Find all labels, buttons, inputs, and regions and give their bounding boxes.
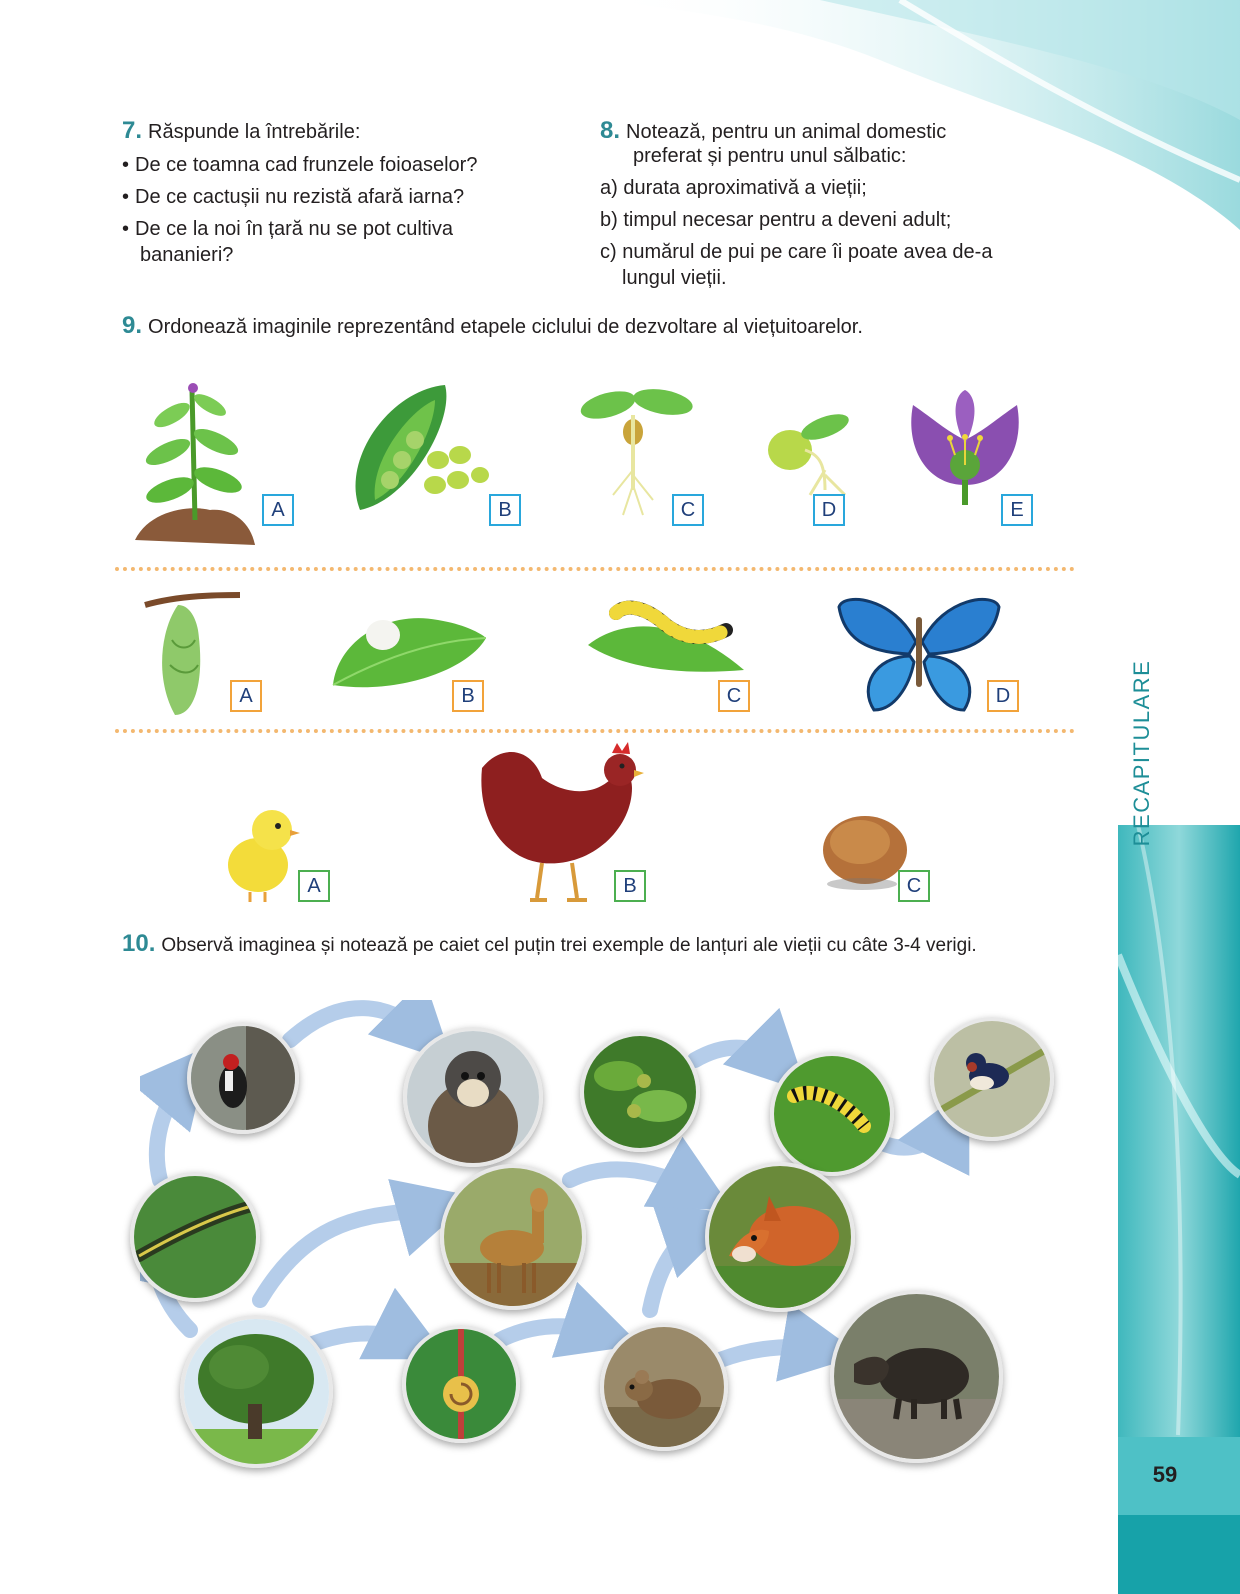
pea-pod-icon [340,380,490,520]
caterpillar-photo [770,1052,894,1176]
oak-leaves-photo [580,1032,700,1152]
swallow-photo [930,1017,1054,1141]
dotted-divider [115,729,1075,733]
sidebar-section-title: RECAPITULARE [1129,659,1154,847]
woodpecker-photo [187,1022,299,1134]
chicken-stage-label: B [614,870,646,902]
egg-on-leaf-icon [328,600,488,690]
fox-photo [705,1162,855,1312]
question-8-item-continuation: lungul vieții. [622,267,727,289]
snail-photo [402,1325,520,1443]
green-caterpillar-photo [130,1172,260,1302]
butterfly-icon [834,592,1004,717]
question-10 [122,930,1112,958]
plant-label: A [262,494,294,526]
chicken-stage-label: A [298,870,330,902]
page-number: 59 [1152,1462,1178,1487]
question-7-bullet: • De ce la noi în țară nu se pot cultiva [122,213,582,245]
plant-label: C [672,494,704,526]
question-7-bullet: • De ce toamna cad frunzele foioaselor? [122,149,582,181]
question-10-number: 10. [122,930,156,957]
plant-label: E [1001,494,1033,526]
butterfly-stage-label: C [718,680,750,712]
question-9 [122,312,1082,340]
question-8 [600,117,1100,294]
question-8-item: a) durata aproximativă a vieții; [600,177,867,199]
wild-boar-photo [830,1290,1003,1463]
question-8-title: Notează, pentru un animal domestic [626,121,947,143]
butterfly-stage-label: A [230,680,262,712]
butterfly-stage-label: D [987,680,1019,712]
plant-label: D [813,494,845,526]
flower-icon [905,385,1025,510]
question-7-bullet-continuation: bananieri? [140,244,234,266]
sprouting-seed-icon [765,405,865,500]
chicken-stage-label: C [898,870,930,902]
question-9-number: 9. [122,312,143,339]
plant-seedling-grown-icon [130,360,260,550]
question-7 [122,117,582,271]
question-7-title: Răspunde la întrebările: [148,121,361,143]
question-8-item: b) timpul necesar pentru a deveni adult; [600,209,952,231]
dotted-divider [115,567,1075,571]
question-8-number: 8. [600,117,621,144]
question-7-number: 7. [122,117,143,144]
question-8-item: c) numărul de pui pe care îi poate avea de-a [600,241,993,263]
deer-photo [440,1164,586,1310]
falcon-photo [403,1027,543,1167]
plant-label: B [489,494,521,526]
chick-icon [220,800,305,905]
question-9-text: Ordonează imaginile reprezentând etapele ciclului de dezvoltare al viețuitoarelor. [148,316,863,338]
question-10-text: Observă imaginea și notează pe caiet cel puțin trei exemple de lanțuri ale vieții cu câte 3-4 verigi. [161,935,977,956]
caterpillar-on-leaf-icon [586,585,746,675]
mouse-photo [600,1323,728,1451]
oak-tree-photo [180,1315,333,1468]
question-7-bullet: • De ce cactușii nu rezistă afară iarna? [122,181,582,213]
question-8-title-line2: preferat și pentru unul sălbatic: [633,145,907,167]
butterfly-stage-label: B [452,680,484,712]
